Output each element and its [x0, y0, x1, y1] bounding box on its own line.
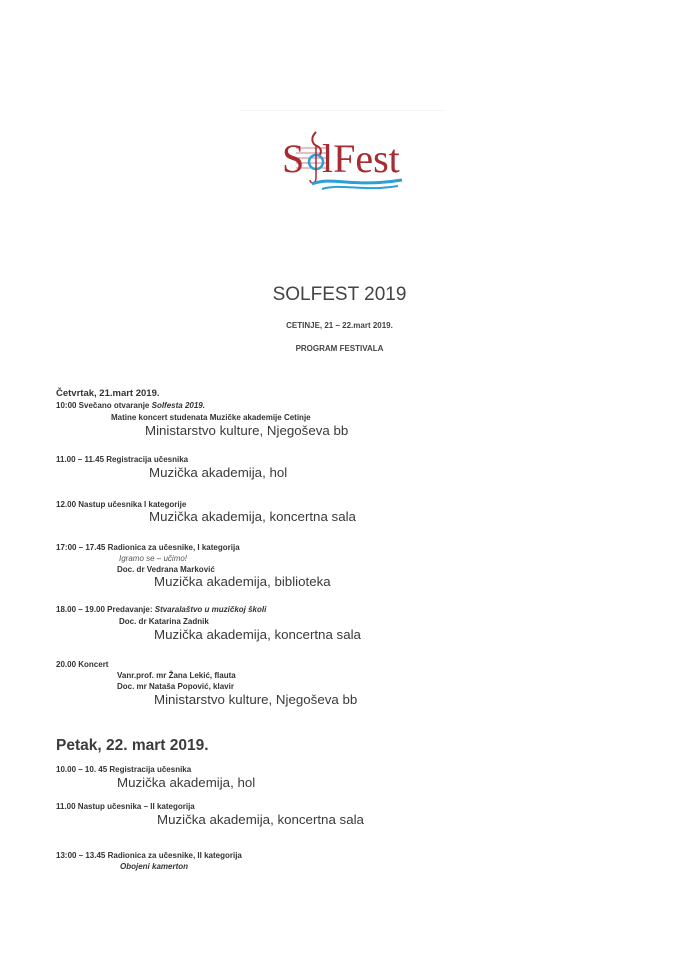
event-location: Muzička akademija, hol: [149, 465, 288, 480]
event-lecture: [56, 605, 266, 614]
program-label: PROGRAM FESTIVALA: [295, 344, 384, 353]
event-subtitle-italic: Obojeni kamerton: [120, 862, 189, 871]
event-location: Muzička akademija, koncertna sala: [157, 812, 364, 827]
event-time-title: 11.00 – 11.45 Registracija učesnika: [56, 455, 189, 464]
event-location: Muzička akademija, koncertna sala: [149, 509, 356, 524]
event-location: Muzička akademija, koncertna sala: [154, 627, 361, 642]
header-divider: [240, 110, 445, 111]
event-time-title: 12.00 Nastup učesnika I kategorije: [56, 500, 187, 509]
event-time-title: 10:00 Svečano otvaranje: [56, 401, 152, 410]
event-location: Ministarstvo kulture, Njegoševa bb: [145, 423, 349, 438]
event-time-title: 10.00 – 10. 45 Registracija učesnika: [56, 765, 192, 774]
event-detail: Matine koncert studenata Muzičke akademije Cetinje: [111, 413, 311, 422]
solfest-logo: [282, 126, 404, 192]
logo-text-lfest: lFest: [322, 136, 400, 181]
event-time-title: 13:00 – 13.45 Radionica za učesnike, II kategorija: [56, 851, 242, 860]
event-time-title: 20.00 Koncert: [56, 660, 109, 669]
event-location-dates: CETINJE, 21 – 22.mart 2019.: [286, 321, 393, 330]
event-time-title: 17:00 – 17.45 Radionica za učesnike, I kategorija: [56, 543, 240, 552]
event-location: Muzička akademija, biblioteka: [154, 574, 331, 589]
page-title: SOLFEST 2019: [272, 284, 407, 305]
event-presenter: Doc. dr Vedrana Marković: [117, 565, 215, 574]
event-opening-time: [56, 401, 205, 410]
event-time-title: 11.00 Nastup učesnika – II kategorija: [56, 802, 195, 811]
event-title-italic: Stvaralaštvo u muzičkoj školi: [154, 605, 267, 614]
day2-heading: Petak, 22. mart 2019.: [56, 737, 209, 754]
event-title-italic: Solfesta 2019.: [151, 401, 205, 410]
event-location: Ministarstvo kulture, Njegoševa bb: [154, 692, 358, 707]
event-performer: Vanr.prof. mr Žana Lekić, flauta: [117, 671, 236, 680]
event-performer: Doc. mr Nataša Popović, klavir: [117, 682, 234, 691]
logo-text-s: S: [282, 136, 305, 181]
event-location: Muzička akademija, hol: [117, 775, 256, 790]
event-presenter: Doc. dr Katarina Zadnik: [119, 617, 209, 626]
event-subtitle-italic: Igramo se – učimo!: [119, 554, 188, 563]
day1-heading: Četvrtak, 21.mart 2019.: [56, 388, 160, 399]
event-time-title: 18.00 – 19.00 Predavanje:: [56, 605, 155, 614]
